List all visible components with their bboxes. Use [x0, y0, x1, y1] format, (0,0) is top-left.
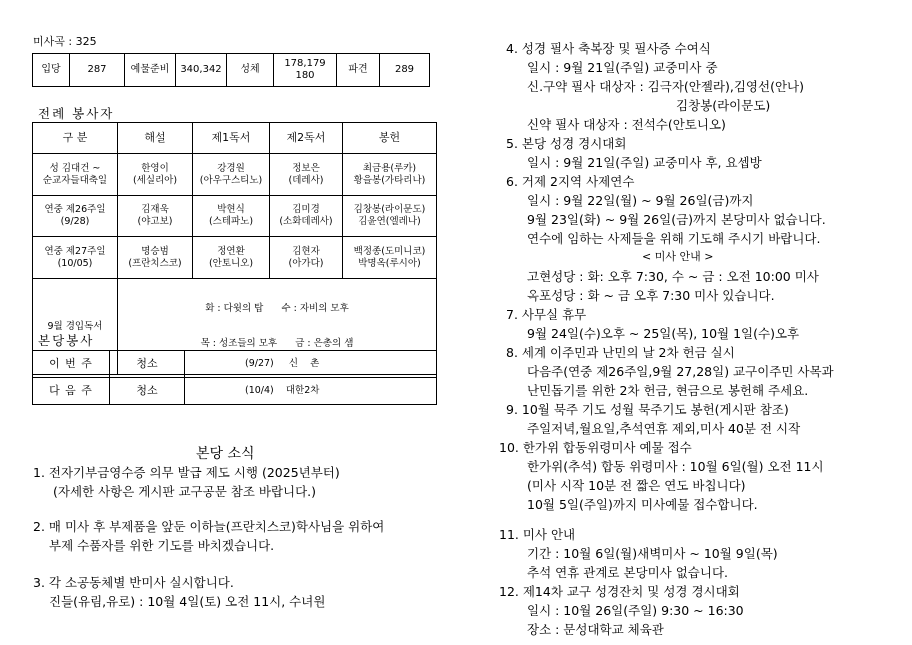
cell-text: (프란치스코) [128, 257, 182, 269]
notice-line: 고현성당 : 화: 오후 7:30, 수 ~ 금 : 오전 10:00 미사 [527, 269, 819, 284]
cell-text: 김윤연(엘레나) [358, 216, 421, 227]
service-date: (10/4) [245, 385, 274, 397]
service-week: 다 음 주 [33, 378, 110, 405]
notice-line: 김창봉(라이문도) [676, 98, 771, 113]
table-row [33, 154, 437, 196]
cell-text: (아우구스티노) [199, 174, 263, 186]
notice-line: 9월 24일(수)오후 ~ 25일(목), 10월 1일(수)오후 [527, 326, 800, 341]
notice-heading: 7. 사무실 휴무 [506, 307, 587, 322]
table-row [33, 378, 437, 405]
cell-text: (소화데레사) [279, 216, 333, 227]
cell-text: (안토니오) [208, 257, 254, 269]
news-line: 부제 수품자를 위한 기도를 바치겠습니다. [49, 538, 275, 553]
ministry-header: 제1독서 [193, 123, 270, 154]
notice-line: 다음주(연중 제26주일,9월 27,28일) 교구이주민 사목과 [527, 364, 834, 379]
hymn-cell: 340,342 [176, 54, 227, 87]
cell-text: (스테파노) [208, 216, 254, 227]
news-line: (자세한 사항은 게시판 교구공문 참조 바랍니다.) [53, 484, 317, 499]
notice-line: 난민돕기를 위한 2차 헌금, 현금으로 봉헌해 주세요. [527, 383, 809, 398]
notice-line: 10월 5일(주일)까지 미사예물 접수합니다. [527, 497, 758, 512]
notice-heading: 12. 제14차 교구 성경잔치 및 성경 경시대회 [499, 584, 740, 599]
news-title: 본당 소식 [196, 446, 255, 462]
notice-line: 신약 필사 대상자 : 전석수(안토니오) [527, 117, 726, 132]
notice-line: 일시 : 9월 21일(주일) 교중미사 후, 요셉방 [527, 155, 762, 170]
cell-text: 박현식 [217, 204, 245, 216]
cell-text: (데레사) [288, 174, 324, 186]
cell-text: (야고보) [137, 216, 173, 227]
cell-text: 연중 제26주일 [44, 204, 106, 216]
reading-line: 화 : 다윗의 탑 수 : 자비의 모후 [205, 302, 349, 314]
hymn-number: 180 [295, 70, 315, 81]
service-task: 청소 [110, 378, 185, 405]
notice-line: 기간 : 10월 6일(월)새벽미사 ~ 10월 9일(목) [527, 546, 778, 561]
notice-line: (미사 시작 10분 전 짧은 연도 바칩니다) [527, 478, 746, 493]
notice-heading: 4. 성경 필사 축복장 및 필사증 수여식 [506, 41, 711, 56]
cell-text: 김미경 [292, 204, 320, 216]
notice-line: 옥포성당 : 화 ~ 금 오후 7:30 미사 있습니다. [527, 288, 775, 303]
hymn-cell: 입당 [33, 54, 70, 87]
notice-line: 한가위(추석) 합동 위령미사 : 10월 6일(월) 오전 11시 [527, 459, 824, 474]
cell-text: (9/28) [60, 216, 90, 227]
reading-line: 목 : 성조들의 모후 금 : 은총의 샘 [200, 338, 354, 350]
notice-heading: 6. 거제 2지역 사제연수 [506, 174, 635, 189]
notice-heading: 9. 10월 묵주 기도 성월 묵주기도 봉헌(게시판 참조) [506, 402, 789, 417]
cell-text: 박명옥(루시아) [358, 257, 421, 269]
hymn-cell: 파견 [337, 54, 380, 87]
news-line: 3. 각 소공동체별 반미사 실시합니다. [33, 575, 234, 590]
table-row [33, 351, 437, 378]
table-row [33, 237, 437, 279]
cell-text: 순교자들대축일 [42, 174, 108, 186]
cell-text: 김재욱 [141, 204, 169, 216]
cell-text: 한영이 [141, 162, 169, 174]
notice-line: 신.구약 필사 대상자 : 김극자(안젤라),김영선(안나) [527, 79, 804, 94]
service-area: 신 촌 [288, 358, 320, 370]
cell-text: 최금용(루카) [362, 162, 417, 174]
notice-line: 주일저녁,월요일,추석연휴 제외,미사 40분 전 시작 [527, 421, 801, 436]
notice-line: < 미사 안내 > [642, 250, 714, 263]
service-area: 대한2차 [285, 385, 320, 397]
hymn-number: 178,179 [284, 57, 326, 69]
cell-text: 김창봉(라이문도) [353, 204, 426, 216]
notice-line: 일시 : 9월 21일(주일) 교중미사 중 [527, 60, 718, 75]
news-line: 진들(유림,유로) : 10월 4일(토) 오전 11시, 수녀원 [49, 594, 326, 609]
hymn-cell: 289 [380, 54, 430, 87]
cell-text: 백정종(도미니코) [353, 245, 426, 257]
cell-text: 황을봉(가타리나) [353, 174, 426, 186]
cell-text: 김현자 [292, 245, 320, 257]
cell-text: 정연환 [217, 245, 245, 257]
service-task: 청소 [110, 351, 185, 378]
news-item [33, 517, 384, 555]
cell-text: 강경원 [217, 162, 245, 174]
news-line: 1. 전자기부금영수증 의무 발급 제도 시행 (2025년부터) [33, 465, 340, 480]
hymn-label: 미사곡 : 325 [33, 35, 97, 48]
cathedral-service-title: 본당봉사 [38, 333, 95, 348]
cathedral-service-table [32, 350, 437, 405]
notice-heading: 5. 본당 성경 경시대회 [506, 136, 627, 151]
ministry-header: 해설 [118, 123, 193, 154]
hymn-cell [274, 54, 337, 87]
ministry-header: 구 분 [33, 123, 118, 154]
service-detail [185, 351, 437, 378]
notice-line: 9월 23일(화) ~ 9월 26일(금)까지 본당미사 없습니다. [527, 212, 826, 227]
ministry-header: 제2독서 [270, 123, 343, 154]
news-item [33, 573, 325, 611]
cell-text: (아가다) [288, 257, 324, 269]
notice-line: 연수에 임하는 사제들을 위해 기도해 주시기 바랍니다. [527, 231, 821, 246]
notice-line: 일시 : 10월 26일(주일) 9:30 ~ 16:30 [527, 603, 744, 618]
hymn-table [32, 53, 430, 87]
service-detail [185, 378, 437, 405]
notice-heading: 11. 미사 안내 [499, 527, 576, 542]
cell-text: (세실리아) [132, 174, 178, 186]
hymn-cell: 287 [70, 54, 125, 87]
cell-text: 명승범 [141, 245, 169, 257]
notice-heading: 10. 한가위 합동위령미사 예물 접수 [499, 440, 692, 455]
table-row [33, 196, 437, 237]
ministry-header: 봉헌 [343, 123, 437, 154]
service-date: (9/27) [245, 358, 274, 370]
cell-text: 정보은 [292, 162, 320, 174]
hymn-cell: 예물준비 [125, 54, 176, 87]
news-item [33, 463, 340, 501]
cell-text: 성 김대건 ~ [49, 162, 101, 174]
notice-line: 추석 연휴 관계로 본당미사 없습니다. [527, 565, 728, 580]
news-line: 2. 매 미사 후 부제품을 앞둔 이하늘(프란치스코)학사님을 위하여 [33, 519, 385, 534]
notice-line: 일시 : 9월 22일(월) ~ 9월 26일(금)까지 [527, 193, 754, 208]
cell-text: (10/05) [57, 257, 93, 269]
hymn-cell: 성체 [227, 54, 274, 87]
notice-line: 장소 : 문성대학교 체육관 [527, 622, 664, 637]
notice-heading: 8. 세계 이주민과 난민의 날 2차 헌금 실시 [506, 345, 735, 360]
service-week: 이 번 주 [33, 351, 110, 378]
reading-label: 9월 경입독서 [33, 279, 118, 375]
ministry-title: 전례 봉사자 [38, 106, 115, 121]
cell-text: 연중 제27주일 [44, 245, 106, 257]
